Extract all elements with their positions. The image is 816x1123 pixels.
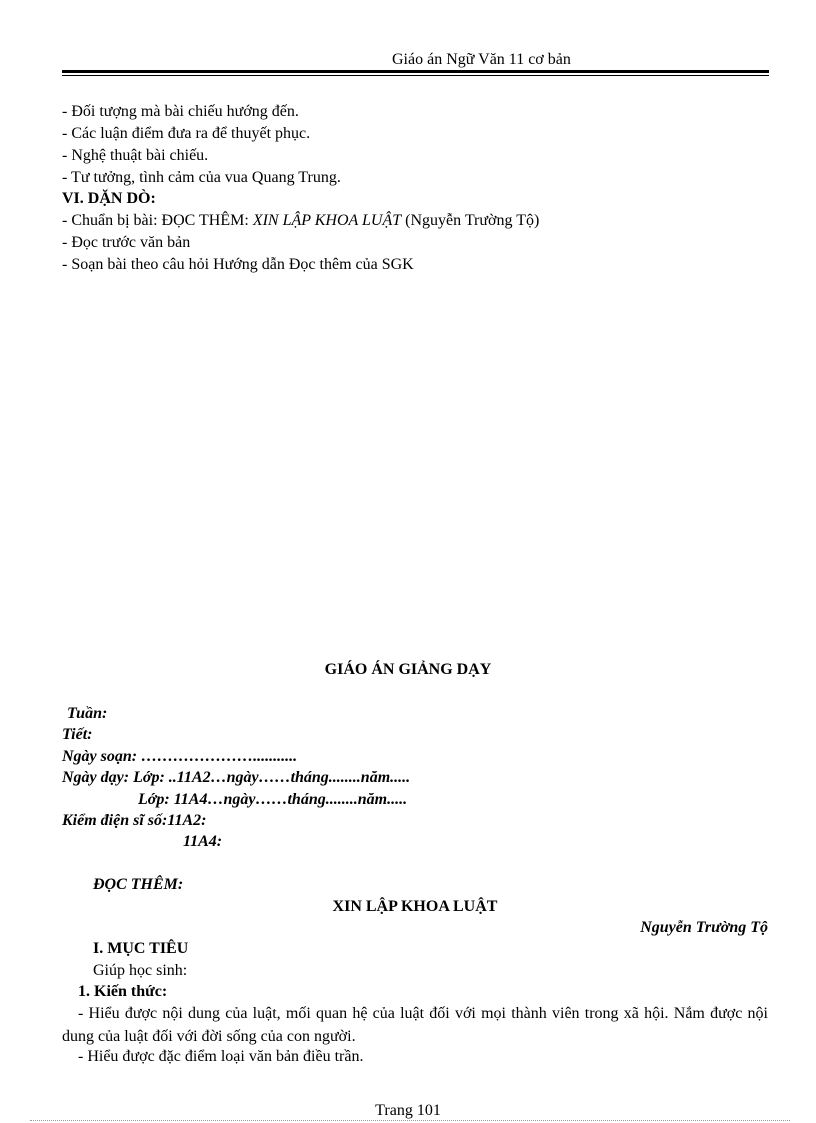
header-rule-thin	[62, 75, 769, 76]
plan-attendance-1: Kiểm điện sĩ số:11A2:	[62, 812, 207, 829]
list-item: - Các luận điểm đưa ra để thuyết phục.	[62, 125, 311, 142]
plan-attendance-2: 11A4:	[183, 833, 223, 850]
section-heading-objectives: I. MỤC TIÊU	[93, 940, 189, 957]
list-item: - Tư tưởng, tình cảm của vua Quang Trung.	[62, 169, 341, 186]
homework-item-title: XIN LẬP KHOA LUẬT	[252, 212, 402, 229]
plan-title: GIÁO ÁN GIẢNG DẠY	[324, 661, 492, 678]
plan-week: Tuần:	[67, 705, 108, 722]
lesson-intro: Giúp học sinh:	[93, 962, 188, 979]
knowledge-paragraph: - Hiểu được nội dung của luật, mối quan hệ của luật đối với mọi thành viên trong xã hội. Nắm được nội dung của luật đối với đời sống của con người.	[62, 1005, 768, 1045]
homework-heading: VI. DẶN DÒ:	[62, 190, 156, 207]
page-number: Trang 101	[375, 1102, 441, 1119]
plan-period: Tiết:	[62, 726, 93, 743]
lesson-label: ĐỌC THÊM:	[93, 876, 184, 893]
list-item: - Nghệ thuật bài chiếu.	[62, 147, 209, 164]
page-header-title: Giáo án Ngữ Văn 11 cơ bản	[392, 51, 571, 68]
lesson-title: XIN LẬP KHOA LUẬT	[332, 898, 498, 915]
plan-prep-date: Ngày soạn: …………………...........	[62, 748, 298, 765]
homework-item-compose: - Soạn bài theo câu hỏi Hướng dẫn Đọc thêm của SGK	[62, 256, 414, 273]
homework-item-prefix: - Chuẩn bị bài: ĐỌC THÊM:	[62, 212, 253, 229]
footer-divider	[30, 1120, 790, 1121]
knowledge-paragraph-2: - Hiểu được đặc điểm loại văn bản điều trần.	[78, 1048, 364, 1065]
list-item: - Đối tượng mà bài chiếu hướng đến.	[62, 103, 299, 120]
homework-item-prepare	[62, 213, 539, 229]
homework-item-suffix: (Nguyễn Trường Tộ)	[401, 212, 540, 229]
plan-teach-date-1: Ngày dạy: Lớp: ..11A2…ngày……tháng........năm.....	[62, 769, 411, 786]
plan-teach-date-2: Lớp: 11A4…ngày……tháng........năm.....	[138, 791, 408, 808]
subsection-heading-knowledge: 1. Kiến thức:	[78, 983, 168, 1000]
header-rule-thick	[62, 70, 769, 73]
lesson-author: Nguyễn Trường Tộ	[640, 919, 768, 936]
homework-item-read: - Đọc trước văn bản	[62, 234, 191, 251]
